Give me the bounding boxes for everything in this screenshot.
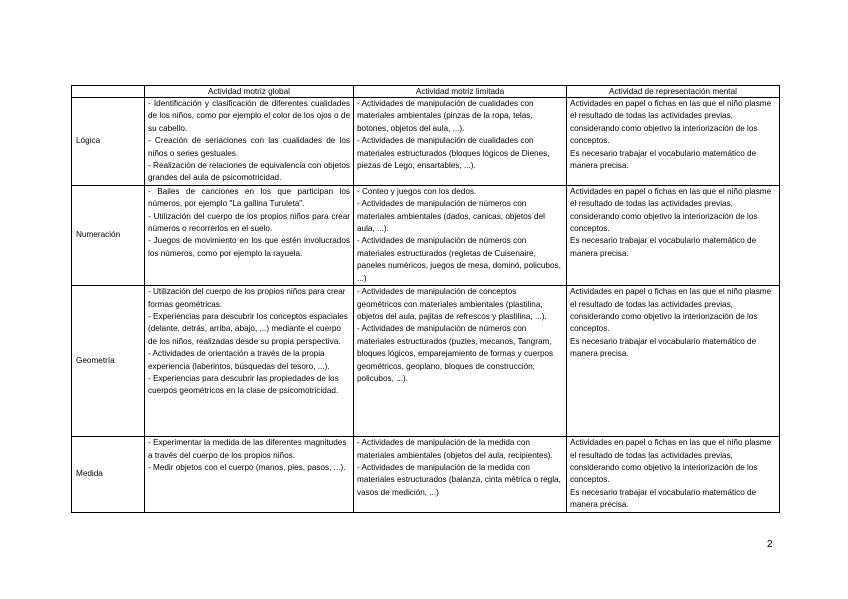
cell-global [145, 98, 354, 186]
cell-item: - Actividades de manipulación de conceptos geométricos con materiales ambientales (plastilina, objetos del aula, pajitas de refrescos y plastilina, ...). [357, 287, 547, 321]
cell-item: - Actividades de manipulación de la medida con materiales ambientales (objetos del aula, recipientes). [357, 438, 553, 460]
cell-limitada [354, 185, 567, 285]
cell-item: Es necesario trabajar el vocabulario matemático de manera precisa. [570, 236, 757, 258]
cell-item: Actividades en papel o fichas en las que el niño plasme el resultado de todas las actividades previas, considerando como objetivo la interiorización de los conceptos. [570, 438, 772, 485]
row-label: Geometría [72, 286, 145, 437]
cell-item: - Actividades de manipulación de números con materiales estructurados (puzles, mecanos, Tangram, bloques lógicos, emparejamiento de formas y cuerpos geométricos, geoplano, bloques de construcción, policubos, ...). [357, 324, 554, 383]
table-row-geometria [72, 286, 780, 437]
page-number: 2 [767, 539, 773, 550]
header-limitada: Actividad motriz limitada [354, 86, 567, 98]
cell-limitada [354, 98, 567, 186]
cell-item: - Experimentar la medida de las diferentes magnitudes a través del cuerpo de los propios niños. [148, 438, 347, 460]
cell-global [145, 437, 354, 512]
cell-item: - Conteo y juegos con los dedos. [357, 186, 477, 196]
table-header-row [72, 86, 780, 98]
cell-limitada [354, 286, 567, 437]
cell-item: Actividades en papel o fichas en las que el niño plasme el resultado de todas las actividades previas, considerando como objetivo la interiorización de los conceptos. [570, 99, 772, 146]
cell-item: - Realización de relaciones de equivalencia con objetos grandes del aula de psicomotricidad. [148, 161, 350, 183]
cell-mental [567, 286, 780, 437]
header-mental: Actividad de representación mental [567, 86, 780, 98]
cell-item: - Utilización del cuerpo de los propios niños para crear formas geométricas. [148, 287, 346, 309]
cell-item: - Actividades de orientación a través de la propia experiencia (laberintos, búsquedas del tesoro, ...). [148, 349, 330, 371]
row-label: Lógica [72, 98, 145, 186]
cell-global [145, 286, 354, 437]
table-row-medida [72, 437, 780, 512]
cell-mental [567, 98, 780, 186]
table-row-logica [72, 98, 780, 186]
cell-item: - Experiencias para descubrir los conceptos espaciales (delante, detrás, arriba, abajo, ...) mediante el cuerpo de los niños, realizadas desde su propia perspectiva. [148, 311, 348, 346]
activities-table [71, 85, 780, 513]
row-label: Medida [72, 437, 145, 512]
cell-item: - Actividades de manipulación de cualidades con materiales estructurados (bloques lógicos de Dienes, piezas de Lego, ensartables, ...). [357, 136, 550, 171]
row-label: Numeración [72, 185, 145, 285]
cell-mental [567, 185, 780, 285]
cell-item: - Experiencias para descubrir las propiedades de los cuerpos geométricos en la clase de psicomotricidad. [148, 373, 339, 396]
header-global: Actividad motriz global [145, 86, 354, 98]
cell-item: - Creación de seriaciones con las cualidades de los niños o series gestuales. [148, 136, 350, 158]
cell-item: Es necesario trabajar el vocabulario matemático de manera precisa. [570, 487, 757, 510]
cell-item: - Actividades de manipulación de números con materiales estructurados (regletas de Cuisenaire, paneles numéricos, juegos de mesa, dominó, policubos, ...) [357, 236, 561, 283]
cell-item: - Actividades de manipulación de cualidades con materiales ambientales (pinzas de la ropa, telas, botones, objetos del aula, ...). [357, 99, 534, 133]
cell-mental [567, 437, 780, 512]
cell-item: Es necesario trabajar el vocabulario matemático de manera precisa. [570, 148, 757, 171]
cell-item: - Identificación y clasificación de diferentes cualidades de los niños, como por ejemplo el color de los ojos o de su cabello. [148, 99, 350, 133]
cell-item: Es necesario trabajar el vocabulario matemático de manera precisa. [570, 336, 757, 359]
cell-item: Actividades en papel o fichas en las que el niño plasme el resultado de todas las actividades previas, considerando como objetivo la interiorización de los conceptos. [570, 287, 772, 334]
header-empty-cell [72, 86, 145, 98]
cell-item: - Bailes de canciones en los que participan los números, por ejemplo "La gallina Turuleta". [148, 186, 350, 209]
cell-item: Actividades en papel o fichas en las que el niño plasme el resultado de todas las actividades previas, considerando como objetivo la interiorización de los conceptos. [570, 186, 772, 234]
cell-item: - Juegos de movimiento en los que estén involucrados los números, como por ejemplo la rayuela. [148, 236, 350, 258]
cell-item: - Utilización del cuerpo de los propios niños para crear números o recorrerlos en el suelo. [148, 211, 350, 234]
cell-item: - Actividades de manipulación de la medida con materiales estructurados (balanza, cinta métrica o regla, vasos de medición, ...) [357, 462, 561, 497]
cell-global [145, 185, 354, 285]
cell-item: - Medir objetos con el cuerpo (manos, pies, pasos, ...). [148, 462, 346, 472]
table-row-numeracion [72, 185, 780, 285]
cell-limitada [354, 437, 567, 512]
cell-item: - Actividades de manipulación de números con materiales ambientales (dados, canicas, objetos del aula, ...). [357, 199, 545, 234]
